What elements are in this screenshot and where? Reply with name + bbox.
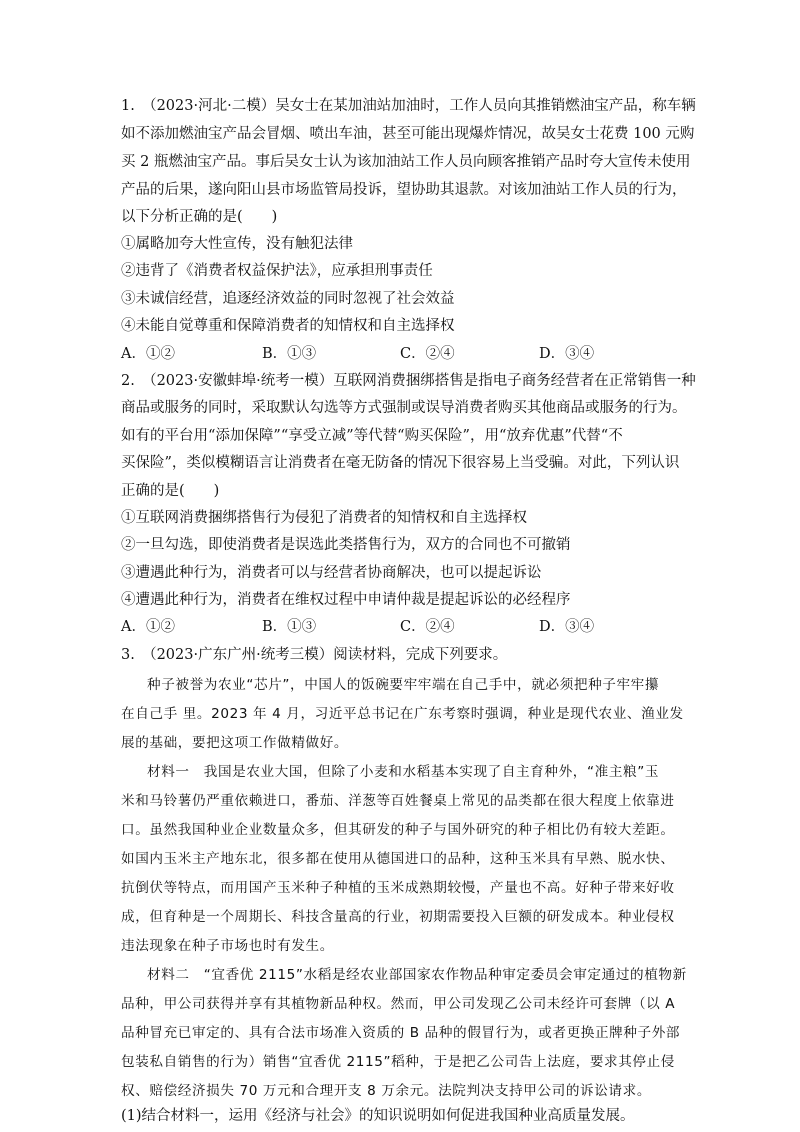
q3-material2-line: 品种冒充已审定的、具有合法市场准入资质的 B 品种的假冒行为，或者更换正牌种子外部 bbox=[121, 1025, 681, 1041]
q3-material1-line: 抗倒伏等特点，而用国产玉米种子种植的玉米成熟期较慢，产量也不高。好种子带来好收 bbox=[121, 880, 675, 896]
q3-material1-line: 口。虽然我国种业企业数量众多，但其研发的种子与国外研究的种子相比仍有较大差距。 bbox=[121, 822, 675, 838]
q3-material1-line: 材料一 我国是农业大国，但除了小麦和水稻基本实现了自主育种外，“准主粮”玉 bbox=[147, 764, 660, 780]
q3-material2-line: 权、赔偿经济损失 70 万元和合理开支 8 万余元。法院判决支持甲公司的诉讼请求。 bbox=[121, 1083, 652, 1099]
q3-header: 3. （2023·广东广州·统考三模）阅读材料，完成下列要求。 bbox=[121, 647, 508, 663]
q1-statement: ①属略加夸大性宣传，没有触犯法律 bbox=[121, 236, 353, 252]
q3-intro-line: 种子被誉为农业“芯片”，中国人的饭碗要牢牢端在自己手中，就必须把种子牢牢攥 bbox=[147, 677, 660, 693]
q2-statement: ④遭遇此种行为，消费者在维权过程中申请仲裁是提起诉讼的必经程序 bbox=[121, 592, 571, 608]
q2-statement: ②一旦勾选，即使消费者是误选此类搭售行为，双方的合同也不可撤销 bbox=[121, 537, 571, 553]
q3-intro-line: 展的基础，要把这项工作做精做好。 bbox=[121, 735, 349, 751]
q1-statement: ③未诚信经营，追逐经济效益的同时忽视了社会效益 bbox=[121, 291, 455, 307]
q3-material1-line: 成，但育种是一个周期长、科技含量高的行业，初期需要投入巨额的研发成本。种业侵权 bbox=[121, 909, 675, 925]
q1-option-a: A．①② bbox=[121, 346, 175, 362]
q1-statement: ②违背了《消费者权益保护法》，应承担刑事责任 bbox=[121, 263, 433, 279]
q2-option-d: D．③④ bbox=[539, 619, 595, 635]
q2-stem-line: 如有的平台用“添加保障”“享受立减”等代替“购买保险”，用“放弃优惠”代替“不 bbox=[121, 428, 623, 444]
q2-option-b: B．①③ bbox=[262, 619, 317, 635]
q1-stem-line: 买 2 瓶燃油宝产品。事后吴女士认为该加油站工作人员向顾客推销产品时夸大宣传未使用 bbox=[121, 154, 691, 170]
q2-stem-line: 正确的是( ) bbox=[121, 483, 220, 499]
q1-option-b: B．①③ bbox=[262, 346, 317, 362]
q3-material1-line: 如国内玉米主产地东北，很多都在使用从德国进口的品种，这种玉米具有早熟、脱水快、 bbox=[121, 851, 675, 867]
q2-option-c: C．②④ bbox=[400, 619, 455, 635]
q1-statement: ④未能自觉尊重和保障消费者的知情权和自主选择权 bbox=[121, 318, 455, 334]
q3-intro-line: 在自己手 里。2023 年 4 月，习近平总书记在广东考察时强调，种业是现代农业、渔业发 bbox=[121, 706, 684, 722]
q1-option-d: D．③④ bbox=[539, 346, 595, 362]
q2-stem-line: 商品或服务的同时，采取默认勾选等方式强制或误导消费者购买其他商品或服务的行为。 bbox=[121, 400, 687, 416]
q3-material2-line: 品种，甲公司获得并享有其植物新品种权。然而，甲公司发现乙公司未经许可套牌（以 A bbox=[121, 996, 676, 1012]
q3-material2-line: 材料二 “宜香优 2115”水稻是经农业部国家农作物品种审定委员会审定通过的植物新 bbox=[147, 967, 687, 983]
q1-option-c: C．②④ bbox=[400, 346, 455, 362]
q1-stem-line: 产品的后果，遂向阳山县市场监管局投诉，望协助其退款。对该加油站工作人员的行为， bbox=[121, 182, 687, 198]
q3-material1-line: 米和马铃薯仍严重依赖进口，番茄、洋葱等百姓餐桌上常见的品类都在很大程度上依靠进 bbox=[121, 793, 675, 809]
q3-subquestion-1: (1)结合材料一，运用《经济与社会》的知识说明如何促进我国种业高质量发展。 bbox=[121, 1108, 635, 1124]
q2-option-a: A．①② bbox=[121, 619, 175, 635]
q3-material1-line: 违法现象在种子市场也时有发生。 bbox=[121, 938, 334, 954]
q2-stem-line: 2. （2023·安徽蚌埠·统考一模）互联网消费捆绑搭售是指电子商务经营者在正常销售一种 bbox=[121, 373, 696, 389]
q2-statement: ①互联网消费捆绑搭售行为侵犯了消费者的知情权和自主选择权 bbox=[121, 510, 527, 526]
q2-stem-line: 买保险”，类似模糊语言让消费者在毫无防备的情况下很容易上当受骗。对此，下列认识 bbox=[121, 455, 680, 471]
q1-stem-line: 如不添加燃油宝产品会冒烟、喷出车油，甚至可能出现爆炸情况，故吴女士花费 100 元购 bbox=[121, 126, 695, 142]
q3-material2-line: 包装私自销售的行为）销售“宜香优 2115”稻种，于是把乙公司告上法庭，要求其停止侵 bbox=[121, 1054, 675, 1070]
q1-stem-line: 以下分析正确的是( ) bbox=[121, 209, 278, 225]
q1-stem-line: 1. （2023·河北·二模）吴女士在某加油站加油时，工作人员向其推销燃油宝产品，称车辆 bbox=[121, 98, 696, 114]
q2-statement: ③遭遇此种行为，消费者可以与经营者协商解决，也可以提起诉讼 bbox=[121, 565, 542, 581]
